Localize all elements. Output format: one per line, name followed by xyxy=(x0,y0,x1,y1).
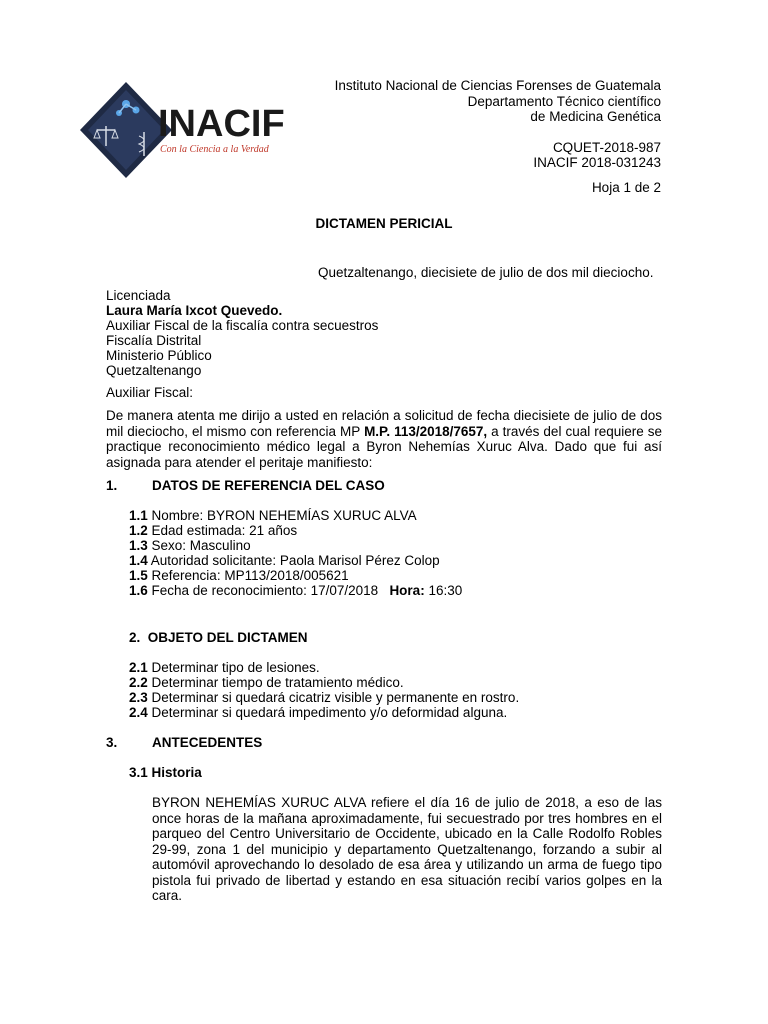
addressee-line: Fiscalía Distrital xyxy=(106,333,202,348)
section-title: OBJETO DEL DICTAMEN xyxy=(147,630,308,645)
addressee-line: Auxiliar Fiscal de la fiscalía contra secuestros xyxy=(106,318,379,333)
inacif-logo xyxy=(76,80,286,180)
list-item: 1.4 Autoridad solicitante: Paola Marisol Pérez Colop xyxy=(129,553,440,568)
objectives-list xyxy=(129,660,519,720)
list-item: 2.2 Determinar tiempo de tratamiento médico. xyxy=(129,675,404,690)
history-paragraph: BYRON NEHEMÍAS XURUC ALVA refiere el día 16 de julio de 2018, a eso de las once horas de la mañana aproximadamente, fui secuestrado por tres hombres en el parqueo del Centro Universitario de Occidente, ubicado en la Calle Rodolfo Robles 29-99, zona 1 del municipio y departamento Quetzaltenango, forzando a subir al automóvil aprovechando lo desolado de esa área y utilizando un arma de fuego tipo pistola fui privado de libertad y estando en esa situación recibí varios golpes en la cara. xyxy=(152,795,662,903)
inacif-code: INACIF 2018-031243 xyxy=(533,155,661,170)
intro-reference: M.P. 113/2018/7657, xyxy=(364,423,488,439)
list-item: 2.1 Determinar tipo de lesiones. xyxy=(129,660,320,675)
department-subline: de Medicina Genética xyxy=(530,109,661,124)
document-title: DICTAMEN PERICIAL xyxy=(315,216,453,231)
addressee-title: Licenciada xyxy=(106,288,171,303)
intro-text: a través del cual requiere se practique reconocimiento médico legal a Byron Nehemías Xuruc Alva. Dado que fui así asignada para atender el peritaje manifiesto: xyxy=(106,423,662,470)
logo-tagline: Con la Ciencia a la Verdad xyxy=(160,144,269,155)
addressee-block xyxy=(106,288,378,378)
addressee-line: Ministerio Público xyxy=(106,348,212,363)
addressee-line: Quetzaltenango xyxy=(106,363,202,378)
institution-header xyxy=(335,78,661,195)
list-item: 1.6 Fecha de reconocimiento: 17/07/2018 Hora: 16:30 xyxy=(129,583,463,598)
case-code: CQUET-2018-987 xyxy=(552,139,661,155)
date-line: Quetzaltenango, diecisiete de julio de dos mil dieciocho. xyxy=(318,265,654,280)
greeting: Auxiliar Fiscal: xyxy=(106,385,194,400)
list-item: 2.4 Determinar si quedará impedimento y/o deformidad alguna. xyxy=(129,705,508,720)
addressee-name: Laura María Ixcot Quevedo. xyxy=(106,303,283,318)
list-item: 1.2 Edad estimada: 21 años xyxy=(129,523,298,538)
page-indicator: Hoja 1 de 2 xyxy=(591,179,661,195)
logo-graphic xyxy=(76,80,286,180)
list-item: 1.5 Referencia: MP113/2018/005621 xyxy=(129,568,349,583)
case-data-list xyxy=(129,508,462,598)
section-number: 1. xyxy=(106,478,118,493)
list-item: 2.3 Determinar si quedará cicatriz visible y permanente en rostro. xyxy=(129,690,520,705)
section-heading xyxy=(106,478,385,493)
logo-wordmark: INACIF xyxy=(158,103,285,145)
section-heading xyxy=(129,630,308,645)
list-item: 1.3 Sexo: Masculino xyxy=(129,538,251,553)
section-title: ANTECEDENTES xyxy=(152,735,263,750)
section-number: 3. xyxy=(106,735,118,750)
list-item: 1.1 Nombre: BYRON NEHEMÍAS XURUC ALVA xyxy=(129,508,417,523)
section-number: 2. xyxy=(129,630,141,645)
section-heading xyxy=(106,735,262,750)
intro-paragraph xyxy=(106,408,662,470)
department-line: Departamento Técnico científico xyxy=(467,93,661,109)
subsection-title: 3.1 Historia xyxy=(129,765,202,780)
institution-line: Instituto Nacional de Ciencias Forenses de Guatemala xyxy=(334,78,661,93)
intro-text: De manera atenta me dirijo a usted en relación a solicitud de fecha diecisiete de julio de dos mil dieciocho, el mismo con referencia MP xyxy=(106,408,662,439)
section-title: DATOS DE REFERENCIA DEL CASO xyxy=(152,478,385,493)
